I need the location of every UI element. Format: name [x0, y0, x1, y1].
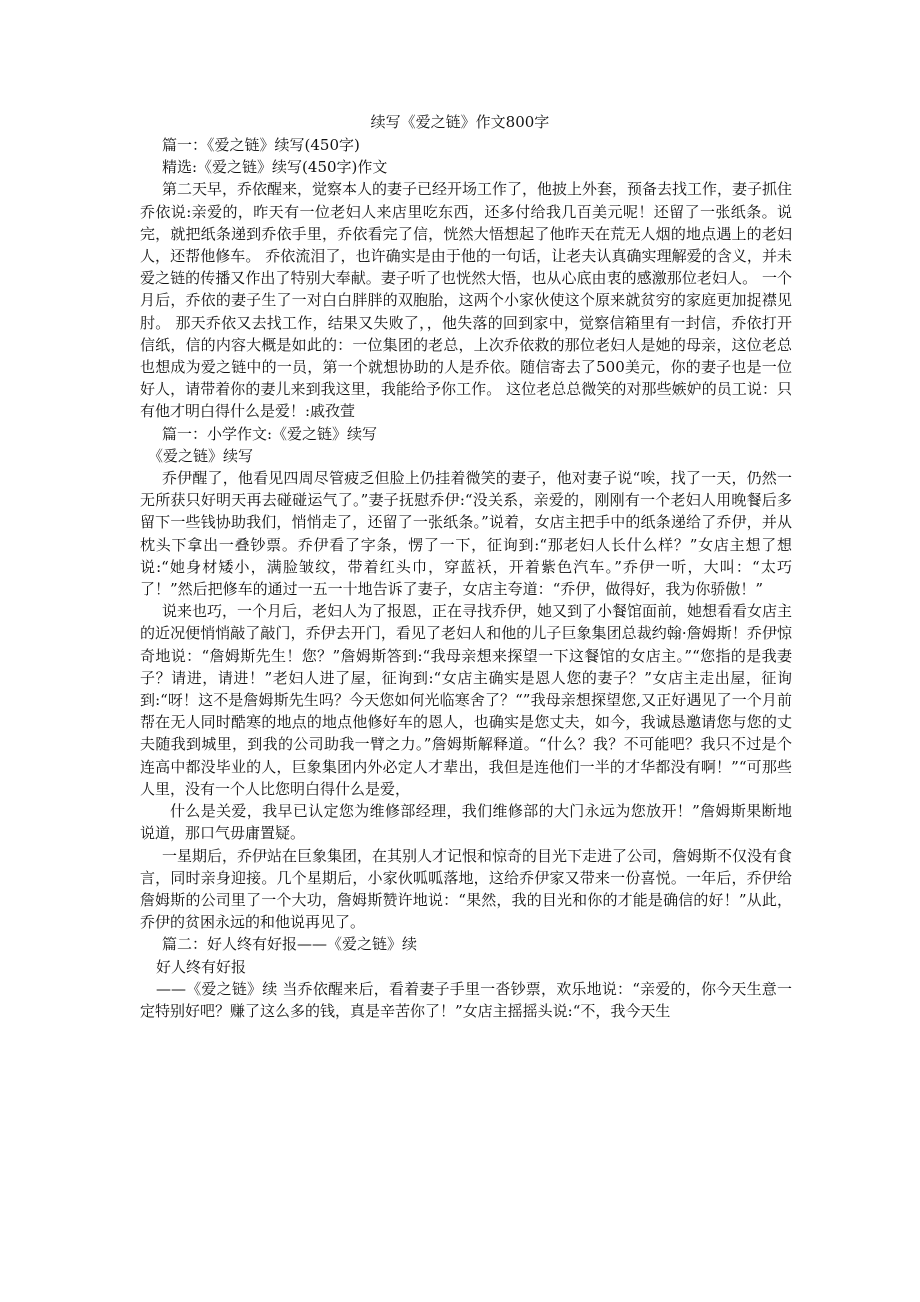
page-title: 续写《爱之链》作文800字: [370, 113, 550, 131]
subheading: 好人终有好报: [156, 957, 247, 976]
document-body: [140, 134, 792, 1022]
body-paragraph: 乔伊醒了，他看见四周尽管疲乏但脸上仍挂着微笑的妻子，他对妻子说“唉，找了一天，仍然一无所获只好明天再去碰碰运气了。”妻子抚慰乔伊:“没关系，亲爱的，刚刚有一个老妇人用晚餐后多留下一些钱协助我们，悄悄走了，还留了一张纸条。”说着，女店主把手中的纸条递给了乔伊，并从枕头下拿出一叠钞票。乔伊看了字条，愣了一下，征询到:“那老妇人长什么样？”女店主想了想说:“她身材矮小，满脸皱纹，带着红头巾，穿蓝袄，开着紫色汽车。”乔伊一听，大叫：“太巧了！”然后把修车的通过一五一十地告诉了妻子，女店主夸道：“乔伊，做得好，我为你骄傲！”: [140, 469, 792, 599]
section-heading: 篇二：好人终有好报——《爱之链》续: [162, 935, 418, 954]
subheading: 精选:《爱之链》续写(450字)作文: [162, 158, 388, 177]
body-paragraph: 一星期后，乔伊站在巨象集团，在其别人才记恨和惊奇的目光下走进了公司，詹姆斯不仅没有食言，同时亲身迎接。几个星期后，小家伙呱呱落地，这给乔伊家又带来一份喜悦。一年后，乔伊给詹姆斯的公司里了一个大功，詹姆斯赞许地说：“果然，我的目光和你的才能是确信的好！”从此，乔伊的贫困永远的和他说再见了。: [140, 846, 793, 932]
section-heading: 篇一：小学作文:《爱之链》续写: [162, 424, 378, 443]
body-paragraph: 说来也巧，一个月后，老妇人为了报恩，正在寻找乔伊，她又到了小餐馆面前，她想看看女店主的近况便悄悄敲了敲门，乔伊去开门，看见了老妇人和他的儿子巨象集团总裁约翰·詹姆斯！乔伊惊奇地说：“詹姆斯先生！您？”詹姆斯答到:“我母亲想来探望一下这餐馆的女店主。”“您指的是我妻子？请进，请进！”老妇人进了屋，征询到:“女店主确实是恩人您的妻子？”女店主走出屋，征询到:“呀！这不是詹姆斯先生吗？今天您如何光临寒舍了？“”我母亲想探望您,又正好遇见了一个月前帮在无人同时酷寒的地点的地点他修好车的恩人，也确实是您丈夫，如今，我诚恳邀请您与您的丈夫随我到城里，到我的公司助我一臂之力。”詹姆斯解释道。“什么？我？不可能吧？我只不过是个连高中都没毕业的人，巨象集团内外必定人才辈出，我但是连他们一半的才华都没有啊！”“可那些人里，没有一个人比您明白得什么是爱，: [140, 602, 793, 798]
body-paragraph: ——《爱之链》续 当乔依醒来后，看着妻子手里一沓钞票，欢乐地说：“亲爱的，你今天生意一定特别好吧？赚了这么多的钱，真是辛苦你了！”女店主摇摇头说:“不，我今天生: [140, 979, 792, 1020]
subheading: 《爱之链》续写: [148, 446, 254, 465]
body-paragraph: 什么是关爱，我早已认定您为维修部经理，我们维修部的大门永远为您放开！”詹姆斯果断地说道，那口气毋庸置疑。: [140, 802, 792, 843]
section-heading: 篇一：《爱之链》续写(450字): [162, 136, 360, 154]
body-paragraph: 第二天早，乔依醒来，觉察本人的妻子已经开场工作了，他披上外套，预备去找工作，妻子抓住乔依说:亲爱的，昨天有一位老妇人来店里吃东西，还多付给我几百美元呢！还留了一张纸条。说完，就把纸条递到乔依手里，乔依看完了信，恍然大悟想起了他昨天在荒无人烟的地点遇上的老妇人，还帮他修车。 乔依流泪了，也许确实是由于他的一句话，让老夫认真确实理解爱的含义，并未爱之链的传播又作出了特别大奉献。妻子听了也恍然大悟，也从心底由衷的感激那位老妇人。 一个月后，乔依的妻子生了一对白白胖胖的双胞胎，这两个小家伙使这个原来就贫穷的家庭更加捉襟见肘。 那天乔依又去找工作，结果又失败了，，他失落的回到家中，觉察信箱里有一封信，乔依打开信纸，信的内容大概是如此的：一位集团的老总，上次乔依救的那位老妇人是她的母亲，这位老总也想成为爱之链中的一员，第一个就想协助的人是乔依。随信寄去了500美元，你的妻子也是一位好人，请带着你的妻儿来到我这里，我能给予你工作。 这位老总总微笑的对那些嫉妒的员工说：只有他才明白得什么是爱！:戚孜萱: [140, 180, 793, 421]
